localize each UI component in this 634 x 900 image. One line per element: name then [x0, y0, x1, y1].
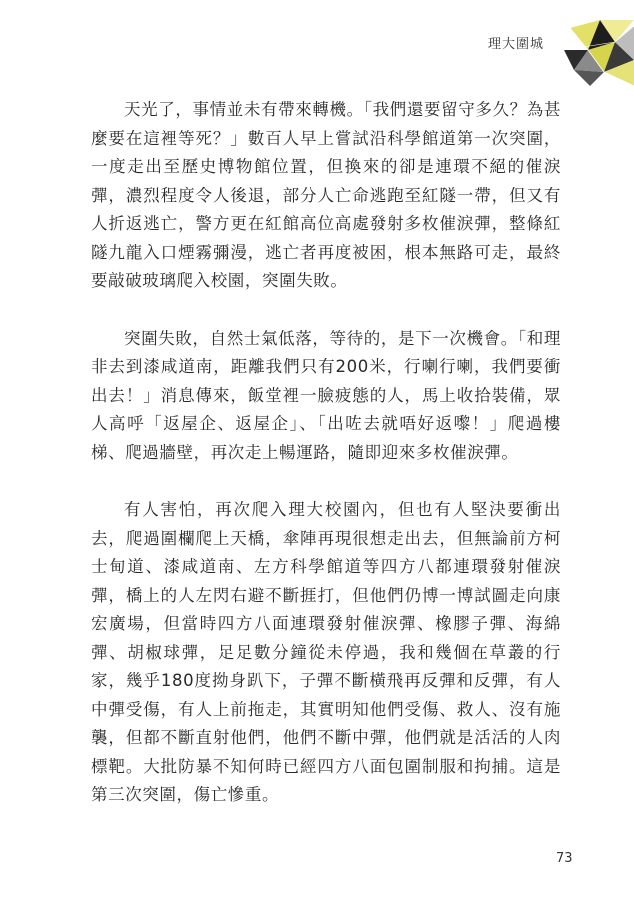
body-text: [91, 96, 561, 839]
page-number: 73: [556, 851, 573, 866]
paragraph-2: 突圍失敗，自然士氣低落，等待的，是下一次機會。「和理非去到漆咸道南，距離我們只有200米，行喇行喇，我們要衝出去！」消息傳來，飯堂裡一臉疲態的人，馬上收拾裝備，眾人高呼「返屋企、返屋企」、「出咗去就唔好返嚟！」爬過樓梯、爬過牆壁，再次走上暢運路，隨即迎來多枚催淚彈。: [91, 328, 561, 462]
geometric-triangles-icon: [560, 20, 634, 86]
paragraph-3: 有人害怕，再次爬入理大校園內，但也有人堅決要衝出去，爬過圍欄爬上天橋，傘陣再現很想走出去，但無論前方柯士甸道、漆咸道南、左方科學館道等四方八都連環發射催淚彈，橋上的人左閃右避不斷捱打，但他們仍博一博試圖走向康宏廣場，但當時四方八面連環發射催淚彈、橡膠子彈、海綿彈、胡椒球彈，足足數分鐘從未停過，我和幾個在草叢的行家，幾乎180度拗身趴下，子彈不斷橫飛再反彈和反彈，有人中彈受傷，有人上前拖走，其實明知他們受傷、救人、沒有施襲，但都不斷直射他們，他們不斷中彈，他們就是活活的人肉標靶。大批防暴不知何時已經四方八面包圍制服和拘捕。這是第三次突圍，傷亡慘重。: [91, 500, 561, 804]
running-header-title: 理大圍城: [488, 37, 545, 52]
paragraph-1: 天光了，事情並未有帶來轉機。「我們還要留守多久？為甚麼要在這裡等死？」數百人早上嘗試沿科學館道第一次突圍，一度走出至歷史博物館位置，但換來的卻是連環不絕的催淚彈，濃烈程度令人後退，部分人亡命逃跑至紅隧一帶，但又有人折返逃亡，警方更在紅館高位高處發射多枚催淚彈，整條紅隧九龍入口煙霧彌漫，逃亡者再度被困，根本無路可走，最終要敲破玻璃爬入校園，突圍失敗。: [91, 100, 561, 290]
